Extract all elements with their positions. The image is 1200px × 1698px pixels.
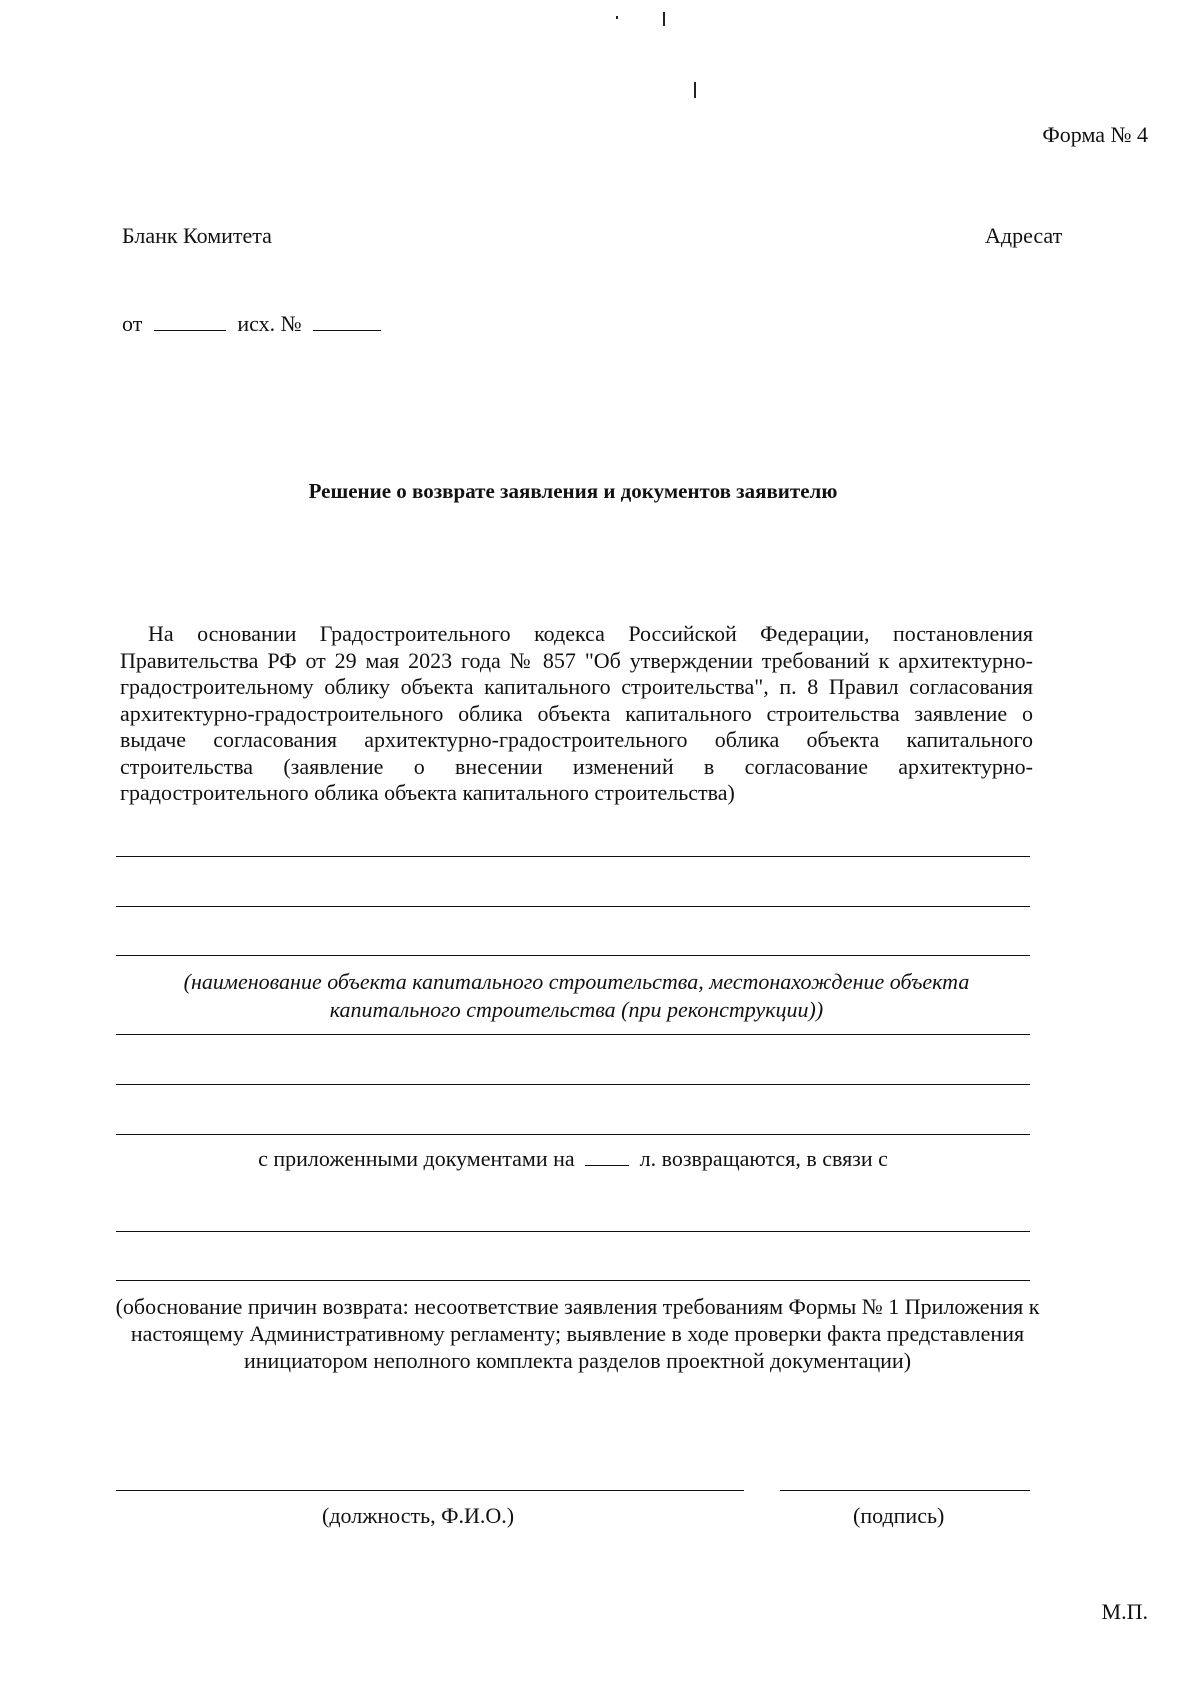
object-details-blank-line[interactable] <box>116 1034 1030 1035</box>
scan-artifact-mark <box>694 82 696 98</box>
attached-suffix: л. возвращаются, в связи с <box>639 1146 888 1171</box>
reason-blank-line[interactable] <box>116 1231 1030 1232</box>
object-name-blank-line[interactable] <box>116 856 1030 857</box>
signature-blank-line[interactable] <box>780 1490 1030 1491</box>
outgoing-number-label: исх. № <box>237 311 302 336</box>
position-name-blank-line[interactable] <box>116 1490 744 1491</box>
basis-paragraph: На основании Градостроительного кодекса Российской Федерации, постановления Правительства РФ от 29 мая 2023 года № 857 "Об утверждении требований к архитектурно-градостроительному облику объекта капитального строительства", п. 8 Правил согласования архитектурно-градостроительного облика объекта капитального строительства заявление о выдаче согласования архитектурно-градостроительного облика объекта капитального строительства (заявление о внесении изменений в согласование архитектурно-градостроительного облика объекта капитального строительства) <box>120 621 1033 805</box>
object-details-blank-line[interactable] <box>116 1084 1030 1085</box>
committee-blank-label: Бланк Комитета <box>122 223 272 248</box>
stamp-place-label: М.П. <box>1101 1599 1148 1624</box>
outgoing-reference-line <box>122 311 381 337</box>
date-blank-field[interactable] <box>154 312 226 331</box>
scan-artifact-mark <box>663 12 665 26</box>
sheet-count-blank-field[interactable] <box>585 1147 629 1166</box>
reason-blank-line[interactable] <box>116 1280 1030 1281</box>
object-details-blank-line[interactable] <box>116 1134 1030 1135</box>
scan-artifact-dot <box>616 16 618 19</box>
position-name-caption: (должность, Ф.И.О.) <box>322 1503 515 1528</box>
document-title: Решение о возврате заявления и документов заявителю <box>308 479 838 503</box>
date-prefix: от <box>122 311 143 336</box>
signature-caption: (подпись) <box>853 1503 945 1528</box>
object-name-blank-line[interactable] <box>116 906 1030 907</box>
outgoing-number-blank-field[interactable] <box>313 312 381 331</box>
attached-prefix: с приложенными документами на <box>258 1146 575 1171</box>
object-name-blank-line[interactable] <box>116 955 1030 956</box>
return-reason-caption: (обоснование причин возврата: несоответствие заявления требованиям Формы № 1 Приложения к настоящему Административному регламенту; выявление в ходе проверки факта представления инициатором неполного комплекта разделов проектной документации) <box>115 1294 1040 1373</box>
form-number: Форма № 4 <box>1042 122 1148 147</box>
attached-documents-line <box>0 1146 1146 1172</box>
addressee-label: Адресат <box>985 223 1063 248</box>
object-name-caption: (наименование объекта капитального строительства, местонахождение объекта капитального строительства (при реконструкции)) <box>183 969 970 1022</box>
